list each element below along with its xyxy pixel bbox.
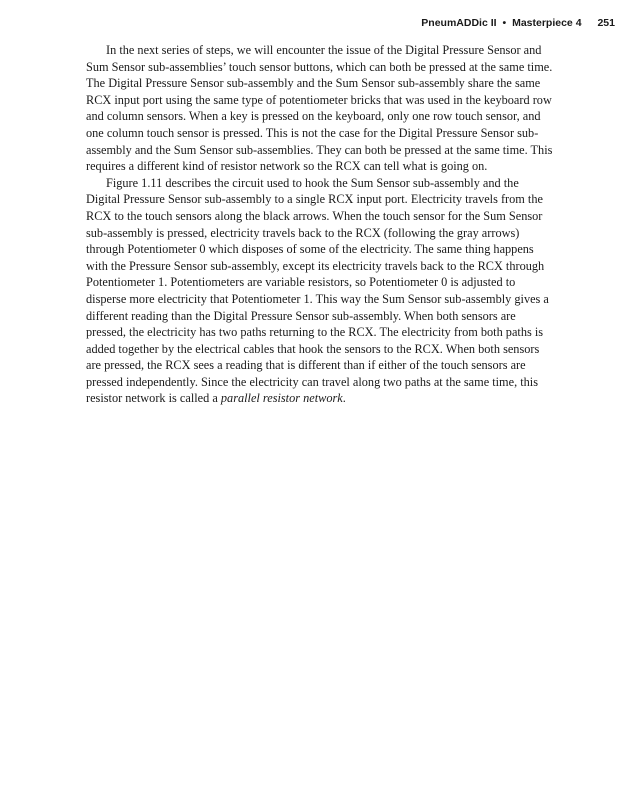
paragraph-2-text: Figure 1.11 describes the circuit used to hook the Sum Sensor sub-assembly and the Digital Pressure Sensor sub-assembly to a single RCX input port. Electricity travels from the RCX to the touch sensors along the black arrows. When the touch sensor for the Sum Sensor sub-assembly is pressed, electricity travels back to the RCX (following the gray arrows) through Potentiometer 0 which disposes of some of the electricity. The same thing happens with the Pressure Sensor sub-assembly, except its electricity travels back to the RCX through Potentiometer 1. Potentiometers are variable resistors, so Potentiometer 0 is adjusted to disperse more electricity that Potentiometer 1. This way the Sum Sensor sub-assembly gives a different reading than the Digital Pressure Sensor sub-assembly. When both sensors are pressed, the electricity has two paths returning to the RCX. The electricity from both paths is added together by the electrical cables that hook the sensors to the RCX. When both sensors are pressed, the RCX sees a reading that is different than if either of the touch sensors are pressed independently. Since the electricity can travel along two paths at the same time, this resistor network is called a [86, 175, 549, 406]
book-title: PneumADDic II [421, 17, 497, 29]
header-separator: • [502, 17, 507, 29]
paragraph-1 [86, 42, 554, 175]
chapter-title: Masterpiece 4 [512, 17, 582, 29]
body-text [86, 42, 554, 407]
paragraph-2-end: . [342, 391, 346, 406]
page-number: 251 [597, 17, 615, 29]
running-header [421, 17, 615, 29]
paragraph-1-text: In the next series of steps, we will encounter the issue of the Digital Pressure Sensor and Sum Sensor sub-assemblies’ touch sensor buttons, which can both be pressed at the same time. The Digital Pressure Sensor sub-assembly and the Sum Sensor sub-assembly share the same RCX input port using the same type of potentiometer bricks that was used in the keyboard row and column sensors. When a key is pressed on the keyboard, only one row touch sensor, and one column touch sensor is pressed. This is not the case for the Digital Pressure Sensor sub-assembly and the Sum Sensor sub-assemblies. They can both be pressed at the same time. This requires a different kind of resistor network so the RCX can tell what is going on. [86, 43, 553, 174]
paragraph-2 [86, 175, 554, 407]
emphasized-term: parallel resistor network [220, 391, 343, 406]
